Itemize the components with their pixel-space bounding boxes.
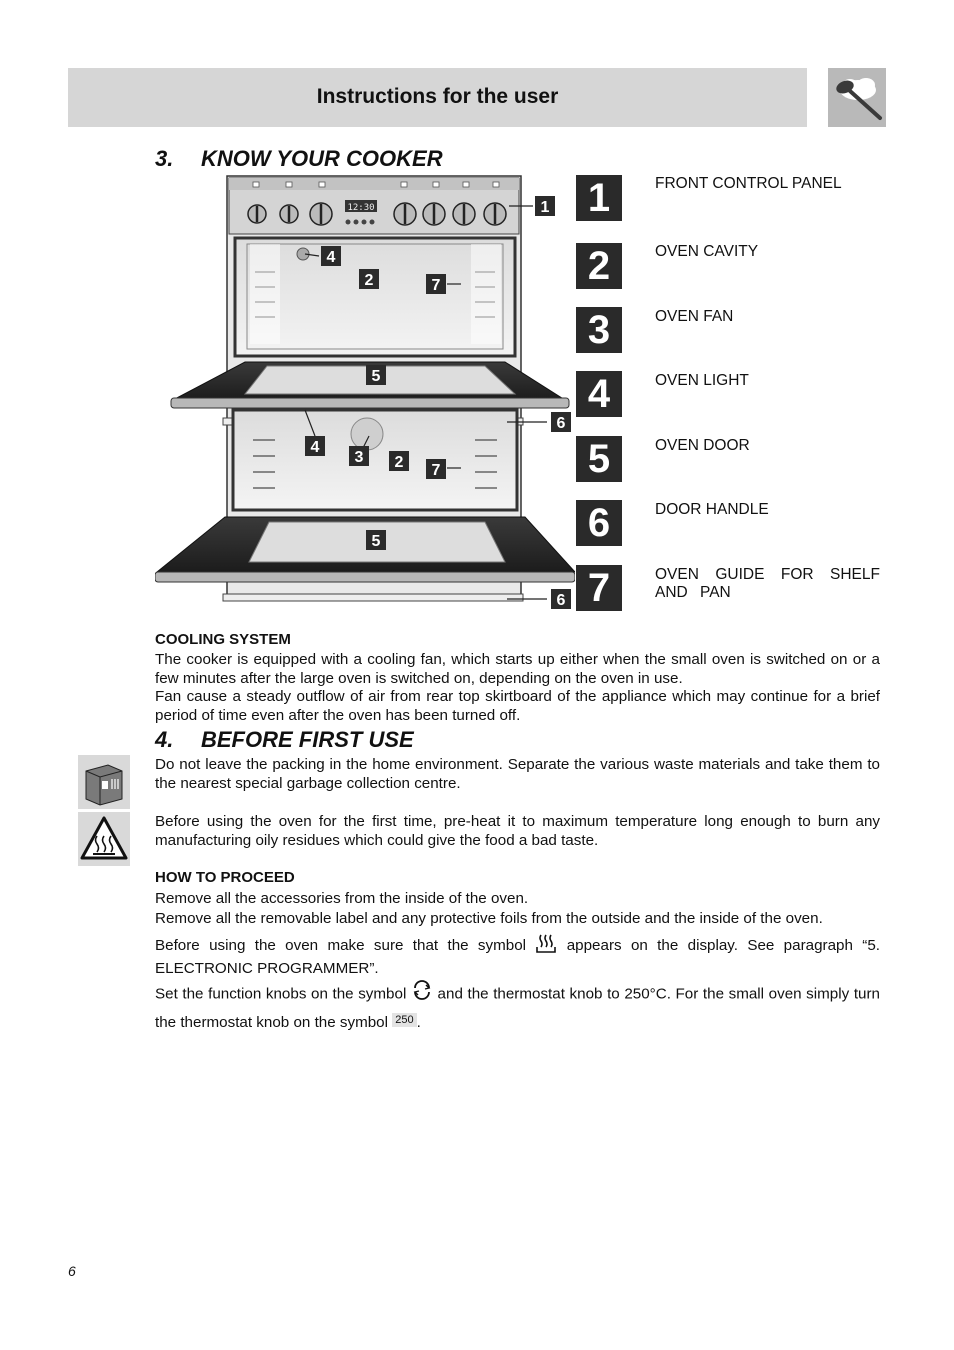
section-4-heading (155, 727, 414, 753)
callout-5-lower: 5 (371, 533, 381, 550)
callout-4-lower: 4 (310, 439, 320, 456)
legend-label: OVEN FAN (655, 308, 734, 325)
section4-paragraph-2: Before using the oven for the first time, pre-heat it to maximum temperature long enough to burn any manufacturing oily residues which could give the food a bad taste. (155, 813, 880, 849)
callout-4: 4 (326, 249, 336, 266)
legend-label: OVEN CAVITY (655, 243, 759, 260)
callout-3: 3 (354, 449, 364, 466)
section-number: 3. (155, 146, 174, 171)
proceed-line-1: Remove all the accessories from the inside of the oven. (155, 890, 529, 907)
section4-paragraph-1: Do not leave the packing in the home environment. Separate the various waste materials and take them to the nearest special garbage collection centre. (155, 756, 880, 792)
legend-label: OVEN DOOR (655, 437, 750, 454)
callout-6: 6 (556, 415, 566, 432)
proceed-line-4-start: Set the function knobs on the symbol (155, 985, 407, 1003)
front-control-panel (229, 178, 519, 234)
page-number: 6 (68, 1263, 76, 1279)
legend-number: 2 (576, 243, 622, 289)
legend-number: 5 (576, 436, 622, 482)
proceed-line-3 (155, 932, 880, 978)
section-title: BEFORE FIRST USE (201, 727, 414, 752)
legend-number: 1 (576, 175, 622, 221)
cooling-heading: COOLING SYSTEM (155, 631, 291, 648)
section-3-heading (155, 146, 443, 172)
chef-hat-spoon-icon (828, 68, 886, 127)
proceed-line-4 (155, 979, 880, 1036)
fan-function-symbol-icon (411, 979, 433, 1010)
display-readout: 12:30 (347, 203, 375, 213)
legend-number: 3 (576, 307, 622, 353)
callout-6-lower: 6 (556, 592, 566, 609)
oven-heat-symbol-icon (535, 932, 557, 960)
symbol-250: 250 (392, 1013, 416, 1027)
callout-1: 1 (540, 199, 550, 216)
cooker-diagram (155, 172, 575, 612)
section-number: 4. (155, 727, 174, 752)
proceed-line-2: Remove all the removable label and any protective foils from the outside and the inside of the oven. (155, 910, 823, 927)
legend-label: OVEN LIGHT (655, 372, 749, 389)
callout-2-lower: 2 (394, 454, 404, 471)
cooling-paragraph-2: Fan cause a steady outflow of air from rear top skirtboard of the appliance which may continue for a brief period of time even after the oven has been turned off. (155, 688, 880, 724)
proceed-line-4-middle: and the thermostat knob to 250°C. For the small oven simply turn the thermostat knob on the symbol (155, 985, 880, 1031)
callout-7-lower: 7 (431, 462, 441, 479)
legend-label: DOOR HANDLE (655, 501, 769, 518)
legend-number: 6 (576, 500, 622, 546)
section-title: KNOW YOUR COOKER (201, 146, 443, 171)
legend-label: FRONT CONTROL PANEL (655, 175, 842, 192)
callout-5: 5 (371, 368, 381, 385)
proceed-line-4-end: . (416, 1014, 421, 1031)
header-title: Instructions for the user (316, 85, 559, 108)
callout-7: 7 (431, 277, 441, 294)
callout-2: 2 (364, 272, 374, 289)
legend-number: 4 (576, 371, 622, 417)
proceed-line-3-end: appears on the display. See paragraph “5. ELECTRONIC PROGRAMMER”. (155, 936, 880, 977)
packing-box-icon (78, 755, 130, 809)
legend-number: 7 (576, 565, 622, 611)
legend-label: OVEN GUIDE FOR SHELF AND PAN (655, 566, 880, 601)
proceed-heading: HOW TO PROCEED (155, 869, 295, 886)
cooling-paragraph-1: The cooker is equipped with a cooling fan, which starts up either when the small oven is switched on or a few minutes after the large oven is switched on, depending on the oven in use. (155, 651, 880, 687)
hot-surface-warning-icon (78, 812, 130, 866)
proceed-line-3-start: Before using the oven make sure that the symbol (155, 936, 527, 954)
